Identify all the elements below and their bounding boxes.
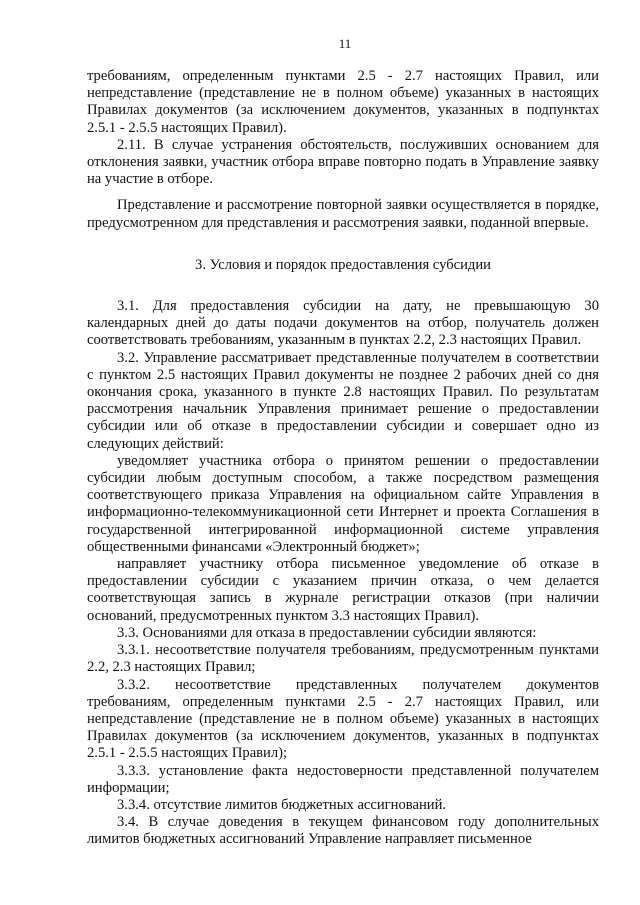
paragraph-3-3-4: 3.3.4. отсутствие лимитов бюджетных ассигнований. — [117, 796, 447, 813]
section-heading-3: 3. Условия и порядок предоставления субсидии — [195, 256, 491, 273]
paragraph-3-3: 3.3. Основаниями для отказа в предоставлении субсидии являются: — [117, 624, 537, 641]
paragraph-3-3-1: 3.3.1. несоответствие получателя требованиям, предусмотренным пунктами 2.2, 2.3 настоящих Правил; — [87, 642, 599, 676]
paragraph-send-refusal: направляет участнику отбора письменное уведомление об отказе в предоставлении субсидии с указанием причин отказа, о чем делается соответствующая запись в журнале регистрации отказов (при наличии оснований, предусмотренных пунктом 3.3 настоящих Правил). — [87, 556, 599, 624]
paragraph-repeat-application: Представление и рассмотрение повторной заявки осуществляется в порядке, предусмотренном для представления и рассмотрения заявки, поданной впервые. — [87, 197, 599, 231]
paragraph-3-3-2: 3.3.2. несоответствие представленных получателем документов требованиям, определенным пунктами 2.5 - 2.7 настоящих Правил, или непредставление (представление не в полном объеме) указанных в настоящих Правилах документов (за исключением документов, указанных в подпунктах 2.5.1 - 2.5.5 настоящих Правил); — [87, 676, 599, 762]
document-page — [87, 36, 599, 849]
paragraph-2-11: 2.11. В случае устранения обстоятельств, послуживших основанием для отклонения заявки, участник отбора вправе повторно подать в Управление заявку на участие в отборе. — [87, 136, 599, 188]
paragraph-3-3-3: 3.3.3. установление факта недостоверности представленной получателем информации; — [87, 762, 599, 796]
paragraph-continuation: требованиям, определенным пунктами 2.5 - 2.7 настоящих Правил, или непредставление (представление не в полном объеме) указанных в настоящих Правилах документов (за исключением документов, указанных в подпунктах 2.5.1 - 2.5.5 настоящих Правил). — [87, 68, 599, 136]
paragraph-notify-participant: уведомляет участника отбора о принятом решении о предоставлении субсидии любым доступным способом, а также посредством размещения соответствующего приказа Управления на официальном сайте Управления в информационно-телекоммуникационной сети Интернет и проекта Соглашения в государственной интегрированной информационной системе управления общественными финансами «Электронный бюджет»; — [87, 452, 599, 555]
paragraph-3-4: 3.4. В случае доведения в текущем финансовом году дополнительных лимитов бюджетных ассигнований Управление направляет письменное — [87, 814, 599, 848]
paragraph-3-1: 3.1. Для предоставления субсидии на дату, не превышающую 30 календарных дней до даты подачи документов на отбор, получатель должен соответствовать требованиям, указанным в пунктах 2.2, 2.3 настоящих Правил. — [87, 298, 599, 349]
page-number: 11 — [338, 36, 352, 51]
paragraph-3-2: 3.2. Управление рассматривает представленные получателем в соответствии с пунктом 2.5 настоящих Правил документы не позднее 2 рабочих дней со дня окончания срока, указанного в пункте 2.8 настоящих Правил. По результатам рассмотрения начальник Управления принимает решение о предоставлении субсидии или об отказе в предоставлении субсидии и совершает одно из следующих действий: — [87, 349, 599, 452]
